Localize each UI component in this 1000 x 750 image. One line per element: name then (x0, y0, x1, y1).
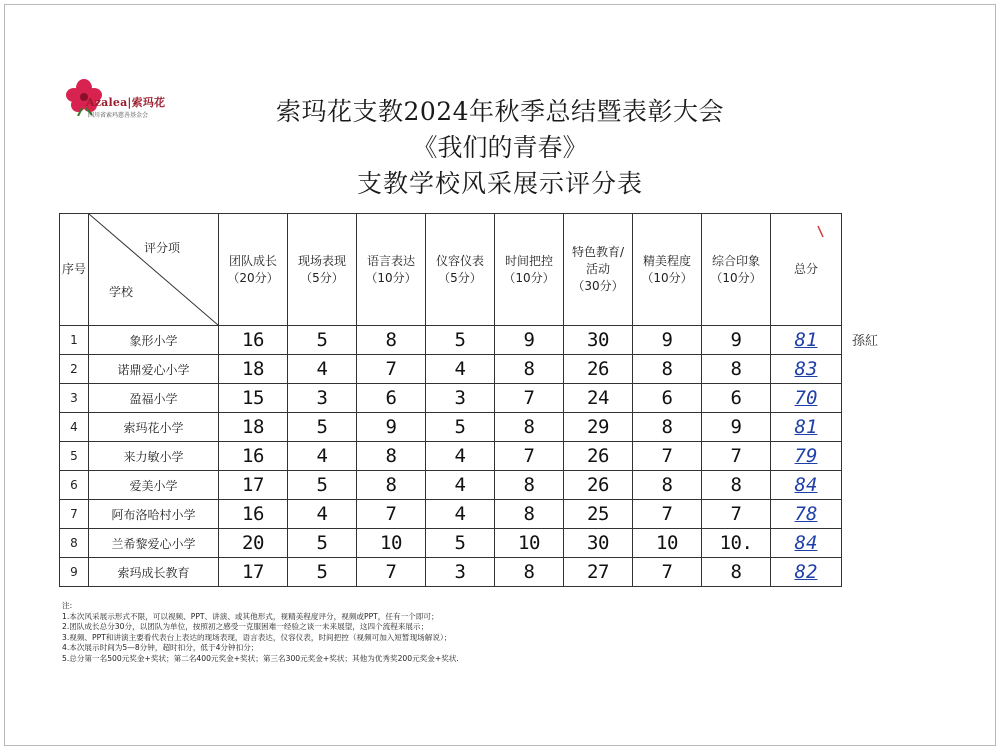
total-score-cell-value: 84 (794, 474, 818, 496)
score-cell-value: 8 (661, 474, 673, 496)
score-cell-value: 29 (587, 416, 609, 438)
header-line: （10分） (641, 270, 693, 285)
score-cell (357, 355, 426, 384)
row-index: 6 (60, 471, 89, 500)
score-cell (495, 355, 564, 384)
score-cell-value: 30 (587, 532, 609, 554)
score-cell-value: 7 (661, 561, 673, 583)
score-cell (288, 471, 357, 500)
score-cell (564, 413, 633, 442)
notes-label: 注: (62, 601, 73, 610)
row-index: 5 (60, 442, 89, 471)
table-row (60, 500, 842, 529)
table-header-row (60, 214, 842, 326)
header-school-label: 学校 (109, 285, 134, 299)
score-cell-value: 7 (523, 445, 535, 467)
total-score-cell-value: 82 (794, 561, 818, 583)
table-row (60, 529, 842, 558)
score-cell (633, 500, 702, 529)
note-item: 2.团队成长总分30分，以团队为单位，按照初之感受一克服困难一经验之谈一未来展望，这四个流程来展示； (62, 622, 429, 632)
score-cell-value: 27 (587, 561, 609, 583)
score-cell (564, 326, 633, 355)
score-cell-value: 26 (587, 474, 609, 496)
score-cell (702, 558, 771, 587)
score-cell-value: 10 (656, 532, 678, 554)
row-index: 1 (60, 326, 89, 355)
score-cell (495, 326, 564, 355)
total-score-cell-value: 78 (794, 503, 818, 525)
total-score-cell-value: 70 (794, 387, 818, 409)
score-cell (426, 326, 495, 355)
school-name: 爱美小学 (89, 471, 219, 500)
handwritten-side-note: 孫紅 (852, 334, 879, 349)
school-name: 兰希黎爱心小学 (89, 529, 219, 558)
score-cell (633, 384, 702, 413)
score-cell (288, 558, 357, 587)
score-cell-value: 26 (587, 358, 609, 380)
score-cell-value: 5 (454, 416, 466, 438)
score-cell (219, 326, 288, 355)
score-cell-value: 8 (385, 445, 397, 467)
header-team-growth (219, 214, 288, 326)
score-cell-value: 9 (661, 329, 673, 351)
score-cell (633, 529, 702, 558)
score-cell (288, 529, 357, 558)
header-index: 序号 (60, 214, 89, 326)
total-score-cell (771, 355, 842, 384)
total-score-cell-value: 83 (794, 358, 818, 380)
score-cell (702, 355, 771, 384)
header-line: （10分） (503, 270, 555, 285)
score-cell (426, 558, 495, 587)
total-score-cell (771, 500, 842, 529)
score-cell (219, 471, 288, 500)
score-cell-value: 8 (523, 503, 535, 525)
score-cell (495, 558, 564, 587)
score-cell (702, 471, 771, 500)
table-row (60, 471, 842, 500)
score-cell (357, 442, 426, 471)
score-cell (702, 384, 771, 413)
note-item: 4.本次展示时间为5—8分钟，超时扣分，低于4分钟扣分； (62, 643, 259, 653)
score-cell-value: 17 (242, 474, 264, 496)
total-score-cell-value: 81 (794, 329, 818, 351)
table-row (60, 413, 842, 442)
header-overall-impression (702, 214, 771, 326)
score-cell (357, 529, 426, 558)
logo-subtitle: 四川省索玛慈善基金会 (88, 112, 149, 119)
header-line: （10分） (710, 270, 762, 285)
score-cell (564, 500, 633, 529)
score-cell-value: 7 (385, 561, 397, 583)
score-cell (288, 355, 357, 384)
score-cell-value: 3 (316, 387, 328, 409)
header-line: 精美程度 (642, 253, 691, 268)
header-line: 总分 (793, 262, 818, 276)
score-cell-value: 25 (587, 503, 609, 525)
score-cell-value: 10 (518, 532, 540, 554)
score-cell (702, 500, 771, 529)
score-cell (633, 471, 702, 500)
score-cell (702, 529, 771, 558)
score-cell-value: 5 (316, 532, 328, 554)
score-cell (426, 471, 495, 500)
score-cell (495, 500, 564, 529)
score-cell-value: 7 (661, 445, 673, 467)
table-row (60, 384, 842, 413)
document-theme: 《我们的青春》 (412, 133, 588, 162)
score-cell-value: 18 (242, 358, 264, 380)
score-cell-value: 6 (661, 387, 673, 409)
score-cell-value: 5 (316, 561, 328, 583)
header-line: 团队成长 (228, 253, 277, 268)
header-line: 综合印象 (711, 253, 760, 268)
notes-section (62, 601, 822, 665)
score-cell-value: 6 (385, 387, 397, 409)
score-cell (288, 413, 357, 442)
score-cell (564, 355, 633, 384)
score-cell (219, 558, 288, 587)
score-cell (702, 442, 771, 471)
total-score-cell (771, 326, 842, 355)
score-cell-value: 8 (385, 329, 397, 351)
score-cell-value: 5 (454, 329, 466, 351)
score-cell-value: 16 (242, 445, 264, 467)
score-cell (357, 413, 426, 442)
note-item: 1.本次风采展示形式不限，可以视频、PPT、讲演、或其他形式，视精美程度评分，视频或PPT，任有一个即可； (62, 611, 439, 621)
score-cell-value: 8 (523, 416, 535, 438)
header-time-control (495, 214, 564, 326)
school-name: 阿布洛哈村小学 (89, 500, 219, 529)
row-index: 9 (60, 558, 89, 587)
score-cell-value: 7 (730, 445, 742, 467)
score-cell-value: 4 (316, 445, 328, 467)
logo-brand-en: Azalea (86, 96, 128, 109)
score-cell (357, 471, 426, 500)
document-title: 索玛花支教2024年秋季总结暨表彰大会 (275, 97, 725, 126)
row-index: 7 (60, 500, 89, 529)
score-cell-value: 9 (730, 329, 742, 351)
table-row (60, 355, 842, 384)
school-name: 来力敏小学 (89, 442, 219, 471)
score-cell-value: 15 (242, 387, 264, 409)
score-cell (219, 529, 288, 558)
header-diagonal-cell (89, 214, 219, 326)
score-cell-value: 10 (380, 532, 402, 554)
score-cell (357, 500, 426, 529)
header-line: 语言表达 (366, 253, 415, 268)
score-cell-value: 8 (661, 358, 673, 380)
total-score-cell (771, 413, 842, 442)
score-cell-value: 9 (523, 329, 535, 351)
diagonal-line (89, 214, 218, 325)
score-cell-value: 8 (385, 474, 397, 496)
score-cell-value: 4 (454, 445, 466, 467)
total-score-cell (771, 558, 842, 587)
table-row (60, 326, 842, 355)
score-cell-value: 7 (385, 503, 397, 525)
header-line: （20分） (227, 270, 279, 285)
header-performance (288, 214, 357, 326)
score-cell-value: 4 (316, 503, 328, 525)
score-cell-value: 8 (523, 474, 535, 496)
score-cell-value: 17 (242, 561, 264, 583)
total-score-cell (771, 529, 842, 558)
score-cell (633, 355, 702, 384)
score-cell (495, 529, 564, 558)
score-cell-value: 7 (661, 503, 673, 525)
score-cell (633, 326, 702, 355)
score-cell (357, 326, 426, 355)
score-cell-value: 6 (730, 387, 742, 409)
total-score-cell-value: 81 (794, 416, 818, 438)
score-cell (219, 413, 288, 442)
score-cell (426, 529, 495, 558)
header-line: 现场表现 (297, 253, 346, 268)
score-cell-value: 7 (523, 387, 535, 409)
score-cell (426, 384, 495, 413)
note-item: 5.总分第一名500元奖金+奖状；第二名400元奖金+奖状；第三名300元奖金+奖状；其他为优秀奖200元奖金+奖状. (62, 653, 459, 663)
score-cell-value: 5 (316, 416, 328, 438)
header-criteria-label: 评分项 (143, 241, 180, 255)
score-cell (564, 442, 633, 471)
school-name: 索玛花小学 (89, 413, 219, 442)
score-cell-value: 3 (454, 387, 466, 409)
header-line: （30分） (572, 279, 624, 293)
row-index: 4 (60, 413, 89, 442)
score-cell-value: 4 (454, 503, 466, 525)
score-cell (495, 442, 564, 471)
score-cell (288, 442, 357, 471)
score-cell (702, 326, 771, 355)
logo-brand-cn: 索玛花 (131, 96, 166, 109)
header-appearance (426, 214, 495, 326)
header-line: 活动 (585, 262, 610, 276)
score-cell-value: 3 (454, 561, 466, 583)
score-cell (426, 500, 495, 529)
row-index: 8 (60, 529, 89, 558)
score-cell-value: 7 (385, 358, 397, 380)
total-score-cell (771, 471, 842, 500)
score-cell-value: 26 (587, 445, 609, 467)
note-item: 3.视频、PPT和讲演主要看代表台上表达的现场表现，语言表达，仪容仪表，时间把控（视频可加入短暂现场解说）； (62, 632, 452, 642)
score-cell (702, 413, 771, 442)
table-row (60, 442, 842, 471)
score-cell-value: 8 (661, 416, 673, 438)
score-cell-value: 30 (587, 329, 609, 351)
header-refinement (633, 214, 702, 326)
school-name: 索玛成长教育 (89, 558, 219, 587)
score-cell (426, 442, 495, 471)
score-cell-value: 8 (730, 474, 742, 496)
score-cell-value: 5 (316, 329, 328, 351)
score-cell (288, 326, 357, 355)
score-cell-value: 8 (523, 358, 535, 380)
score-cell-value: 8 (730, 358, 742, 380)
score-cell (426, 413, 495, 442)
score-cell (495, 413, 564, 442)
school-name: 象形小学 (89, 326, 219, 355)
school-name: 盈福小学 (89, 384, 219, 413)
score-cell (564, 558, 633, 587)
school-name: 诺鼎爱心小学 (89, 355, 219, 384)
score-cell (633, 413, 702, 442)
score-cell (633, 442, 702, 471)
header-line: （10分） (365, 270, 417, 285)
total-score-cell-value: 79 (794, 445, 818, 467)
score-cell-value: 4 (454, 358, 466, 380)
score-cell (288, 500, 357, 529)
logo-brand: Azalea|索玛花 (86, 96, 166, 109)
score-cell-value: 5 (316, 474, 328, 496)
score-cell (219, 355, 288, 384)
header-line: （5分） (438, 270, 482, 285)
header-special-education (564, 214, 633, 326)
total-score-cell (771, 442, 842, 471)
score-cell (219, 384, 288, 413)
score-cell (564, 471, 633, 500)
score-cell-value: 4 (316, 358, 328, 380)
score-cell-value: 4 (454, 474, 466, 496)
score-cell-value: 16 (242, 503, 264, 525)
score-table-body (60, 326, 842, 587)
score-cell-value: 9 (385, 416, 397, 438)
score-cell-value: 5 (454, 532, 466, 554)
header-line: 时间把控 (504, 253, 553, 268)
score-cell (288, 384, 357, 413)
header-line: 仪容仪表 (435, 253, 484, 268)
table-row (60, 558, 842, 587)
score-cell-value: 7 (730, 503, 742, 525)
score-cell-value: 18 (242, 416, 264, 438)
header-total (771, 214, 842, 326)
score-cell (219, 442, 288, 471)
score-cell-value: 16 (242, 329, 264, 351)
score-cell-value: 8 (730, 561, 742, 583)
score-cell-value: 8 (523, 561, 535, 583)
score-cell (357, 558, 426, 587)
header-line: 特色教育/ (571, 245, 625, 259)
total-score-cell-value: 84 (794, 532, 818, 554)
header-line: （5分） (300, 270, 344, 285)
row-index: 2 (60, 355, 89, 384)
score-cell-value: 20 (242, 532, 264, 554)
score-cell (495, 471, 564, 500)
score-cell (219, 500, 288, 529)
score-cell (426, 355, 495, 384)
score-cell (495, 384, 564, 413)
score-cell (633, 558, 702, 587)
document-subtitle: 支教学校风采展示评分表 (356, 169, 643, 198)
score-cell (564, 384, 633, 413)
score-cell-value: 10. (719, 532, 753, 554)
score-cell-value: 9 (730, 416, 742, 438)
score-cell-value: 24 (587, 387, 609, 409)
score-table (59, 213, 842, 587)
score-cell (357, 384, 426, 413)
score-cell (564, 529, 633, 558)
header-language (357, 214, 426, 326)
total-score-cell (771, 384, 842, 413)
row-index: 3 (60, 384, 89, 413)
